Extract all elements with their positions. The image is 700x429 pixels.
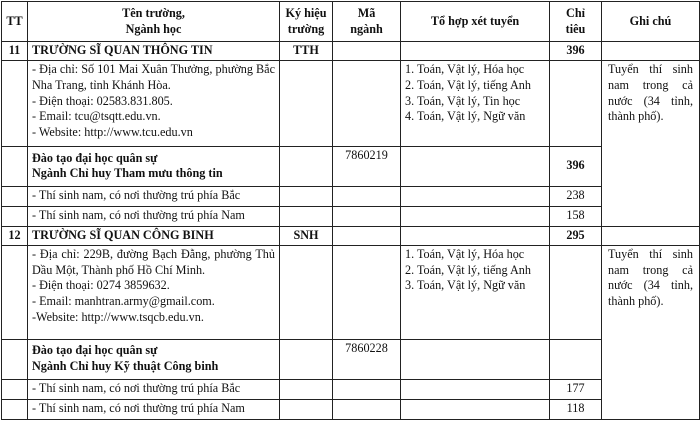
major-code: 7860228 bbox=[333, 339, 401, 379]
header-major-code: Mã ngành bbox=[333, 2, 401, 42]
header-combos: Tổ hợp xét tuyển bbox=[401, 2, 550, 42]
region-quota: 238 bbox=[550, 186, 602, 206]
note-text: Tuyển thí sinh nam trong cả nước (34 tỉnh, thành phố). bbox=[602, 60, 700, 226]
phone: - Điện thoại: 02583.831.805. bbox=[32, 93, 173, 108]
empty-cell bbox=[333, 226, 401, 245]
region-row bbox=[2, 399, 700, 419]
empty-cell bbox=[2, 339, 28, 379]
empty-cell bbox=[2, 245, 28, 339]
empty-cell bbox=[333, 206, 401, 226]
empty-cell bbox=[333, 379, 401, 399]
region-label: - Thí sinh nam, có nơi thường trú phía Nam bbox=[28, 206, 280, 226]
school-code: SNH bbox=[280, 226, 333, 245]
region-quota: 158 bbox=[550, 206, 602, 226]
website: - Website: http://www.tcu.edu.vn bbox=[32, 125, 193, 140]
empty-cell bbox=[401, 206, 550, 226]
empty-cell bbox=[401, 399, 550, 419]
address: - Địa chỉ: 229B, đường Bạch Đằng, phường Thủ Dầu Một, Thành phố Hồ Chí Minh. bbox=[32, 246, 275, 277]
empty-cell bbox=[280, 379, 333, 399]
region-label: - Thí sinh nam, có nơi thường trú phía Nam bbox=[28, 399, 280, 419]
empty-cell bbox=[401, 339, 550, 379]
school-contact-info bbox=[28, 245, 280, 339]
school-tt: 11 bbox=[2, 42, 28, 61]
combo-item: 3. Toán, Vật lý, Tin học bbox=[405, 93, 521, 108]
empty-cell bbox=[550, 60, 602, 146]
school-name: TRƯỜNG SĨ QUAN THÔNG TIN bbox=[28, 42, 280, 61]
empty-cell bbox=[550, 245, 602, 339]
school-contact-info bbox=[28, 60, 280, 146]
empty-cell bbox=[602, 42, 700, 61]
empty-cell bbox=[2, 146, 28, 186]
region-label: - Thí sinh nam, có nơi thường trú phía Bắc bbox=[28, 186, 280, 206]
combo-list bbox=[401, 245, 550, 339]
empty-cell bbox=[401, 186, 550, 206]
empty-cell bbox=[280, 146, 333, 186]
empty-cell bbox=[333, 245, 401, 339]
empty-cell bbox=[280, 186, 333, 206]
email: - Email: tcu@tsqtt.edu.vn. bbox=[32, 109, 161, 124]
empty-cell bbox=[333, 186, 401, 206]
header-school-code: Ký hiệu trường bbox=[280, 2, 333, 42]
header-tt: TT bbox=[2, 2, 28, 42]
school-row bbox=[2, 226, 700, 245]
empty-cell bbox=[2, 186, 28, 206]
combo-item: 2. Toán, Vật lý, tiếng Anh bbox=[405, 77, 531, 92]
combo-item: 1. Toán, Vật lý, Hóa học bbox=[405, 246, 525, 261]
combo-item: 4. Toán, Vật lý, Ngữ văn bbox=[405, 109, 526, 124]
header-school-major: Tên trường, Ngành học bbox=[28, 2, 280, 42]
program-row bbox=[2, 146, 700, 186]
empty-cell bbox=[333, 60, 401, 146]
region-row bbox=[2, 206, 700, 226]
program-name: Đào tạo đại học quân sự Ngành Chỉ huy Tham mưu thông tin bbox=[28, 146, 280, 186]
empty-cell bbox=[602, 226, 700, 245]
school-info-row bbox=[2, 245, 700, 339]
header-note: Ghi chú bbox=[602, 2, 700, 42]
school-tt: 12 bbox=[2, 226, 28, 245]
school-quota: 295 bbox=[550, 226, 602, 245]
empty-cell bbox=[333, 42, 401, 61]
school-name: TRƯỜNG SĨ QUAN CÔNG BINH bbox=[28, 226, 280, 245]
combo-item: 1. Toán, Vật lý, Hóa học bbox=[405, 61, 525, 76]
empty-cell bbox=[280, 399, 333, 419]
program-row bbox=[2, 339, 700, 379]
empty-cell bbox=[2, 206, 28, 226]
combo-list bbox=[401, 60, 550, 146]
empty-cell bbox=[2, 379, 28, 399]
school-info-row bbox=[2, 60, 700, 146]
school-code: TTH bbox=[280, 42, 333, 61]
combo-item: 3. Toán, Vật lý, Ngữ văn bbox=[405, 278, 526, 293]
region-row bbox=[2, 379, 700, 399]
phone: - Điện thoại: 0274 3859632. bbox=[32, 278, 170, 293]
note-text: Tuyển thí sinh nam trong cả nước (34 tỉnh, thành phố). bbox=[602, 245, 700, 419]
combo-item: 2. Toán, Vật lý, tiếng Anh bbox=[405, 262, 531, 277]
empty-cell bbox=[2, 399, 28, 419]
major-code: 7860219 bbox=[333, 146, 401, 186]
region-row bbox=[2, 186, 700, 206]
header-quota: Chỉ tiêu bbox=[550, 2, 602, 42]
school-quota: 396 bbox=[550, 42, 602, 61]
email: - Email: manhtran.army@gmail.com. bbox=[32, 294, 215, 309]
empty-cell bbox=[280, 339, 333, 379]
program-quota bbox=[550, 339, 602, 379]
empty-cell bbox=[280, 245, 333, 339]
region-quota: 177 bbox=[550, 379, 602, 399]
program-quota: 396 bbox=[550, 146, 602, 186]
school-row bbox=[2, 42, 700, 61]
empty-cell bbox=[280, 206, 333, 226]
region-label: - Thí sinh nam, có nơi thường trú phía Bắc bbox=[28, 379, 280, 399]
empty-cell bbox=[401, 226, 550, 245]
empty-cell bbox=[401, 379, 550, 399]
website: -Website: http://www.tsqcb.edu.vn. bbox=[32, 310, 204, 325]
address: - Địa chỉ: Số 101 Mai Xuân Thưởng, phường Bắc Nha Trang, tỉnh Khánh Hòa. bbox=[32, 61, 275, 92]
empty-cell bbox=[401, 146, 550, 186]
empty-cell bbox=[401, 42, 550, 61]
admission-table bbox=[1, 1, 700, 420]
empty-cell bbox=[2, 60, 28, 146]
program-name: Đào tạo đại học quân sự Ngành Chỉ huy Kỹ thuật Công binh bbox=[28, 339, 280, 379]
empty-cell bbox=[333, 399, 401, 419]
region-quota: 118 bbox=[550, 399, 602, 419]
empty-cell bbox=[280, 60, 333, 146]
header-row bbox=[2, 2, 700, 42]
